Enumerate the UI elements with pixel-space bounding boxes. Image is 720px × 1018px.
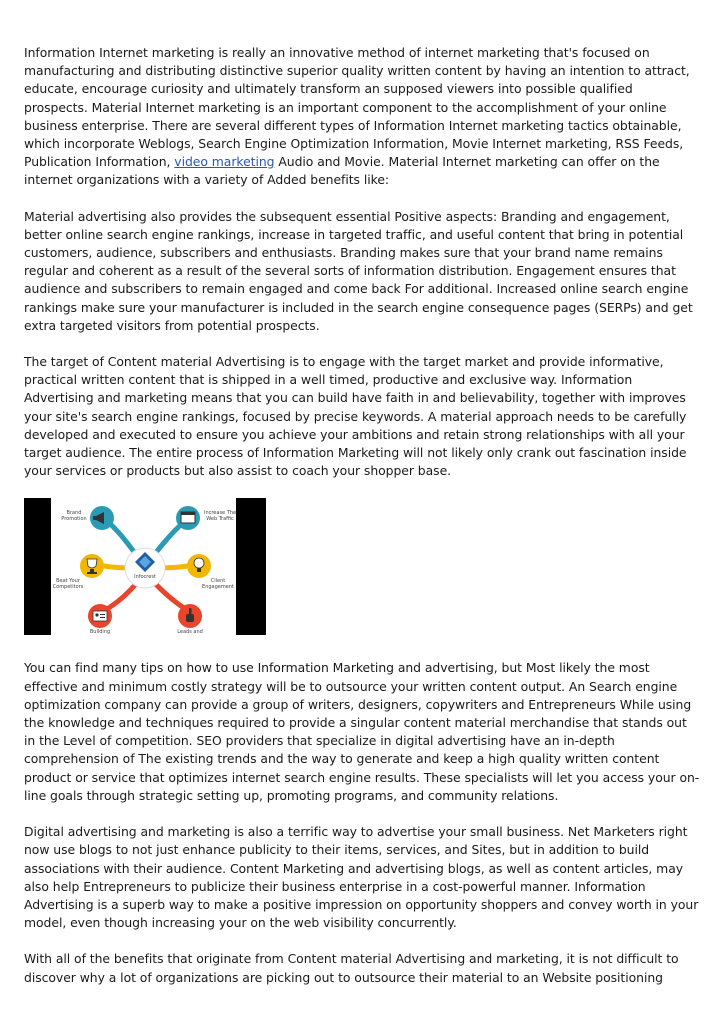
brand-promotion-label-2: Promotion <box>61 516 87 523</box>
content-marketing-diagram-image <box>24 498 266 635</box>
paragraph-1-text-end: Audio and Movie. Material Internet marketing can offer on the internet organizations with a variety of Added benefits like: <box>24 154 660 188</box>
brand-promotion-label-1: Brand <box>66 510 82 517</box>
beat-competitors-label-2: Competitors <box>52 584 84 591</box>
paragraph-2: Material advertising also provides the subsequent essential Positive aspects: Branding and engagement, better online search engine rankings, increase in targeted traffic, and useful content that bring in potential customers, audience, subscribers and enthusiasts. Branding makes sure that your brand name remains regular and coherent as a result of the several sorts of information distribution. Engagement ensures that audience and subscribers to remain engaged and come back For additional. Increased online search engine rankings make sure your manufacturer is included in the search engine consequence pages (SERPs) and get extra targeted visitors from potential prospects. <box>24 208 693 333</box>
web-traffic-label-2: Web Traffic <box>206 516 234 523</box>
diagram-svg <box>24 498 266 635</box>
leads-label: Leads and <box>177 629 203 636</box>
client-engagement-label-2: Engagement <box>202 584 234 591</box>
paragraph-1 <box>24 44 700 190</box>
paragraph-5: Digital advertising and marketing is also a terrific way to advertise your small business. Net Marketers right now use blogs to not just enhance publicity to their items, services, and Sites, but in addition to build associations with their audience. Content Marketing and advertising blogs, as well as content articles, may also help Entrepreneurs to publicize their business enterprise in a cost-powerful manner. Information Advertising is a superb way to make a positive impression on opportunity shoppers and convey worth in your model, even though increasing your on the web visibility concurrently. <box>24 824 699 931</box>
paragraph-6: With all of the benefits that originate from Content material Advertising and marketing, it is not difficult to discover why a lot of organizations are picking out to outsource their material to an Website positioning <box>24 951 679 985</box>
paragraph-4: You can find many tips on how to use Information Marketing and advertising, but Most likely the most effective and minimum costly strategy will be to outsource your written content output. An Search engine optimization company can provide a group of writers, designers, copywriters and Entrepreneurs While using the knowledge and techniques required to provide a singular content material merchandise that stands out in the Level of competition. SEO providers that specialize in digital advertising have an in-depth comprehension of The existing trends and the way to generate and keep a high quality written content product or service that optimizes internet search engine results. These specialists will let you access your on-line goals through strategic setting up, promoting programs, and community relations. <box>24 660 700 803</box>
paragraph-1-text: Information Internet marketing is really an innovative method of internet marketing that's focused on manufacturing and distributing distinctive superior quality written content by having an intention to attract, educate, encourage curiosity and ultimately transform an supposed viewers into possible qualified prospects. Material Internet marketing is an important component to the accomplishment of your online business enterprise. There are several different types of Information Internet marketing tactics obtainable, which incorporate Weblogs, Search Engine Optimization Information, Movie Internet marketing, RSS Feeds, Publication Information, <box>24 45 690 170</box>
id-card-icon <box>93 611 107 621</box>
building-label: Building <box>89 629 111 636</box>
center-label: Infocrest <box>134 574 156 581</box>
web-traffic-label-1: Increase The <box>203 510 237 517</box>
video-marketing-link[interactable]: video marketing <box>174 154 275 170</box>
paragraph-3: The target of Content material Advertising is to engage with the target market and provide informative, practical written content that is shipped in a well timed, productive and exclusive way. Information Advertising and marketing means that you can build have faith in and believability, together with improves your site's search engine rankings, focused by precise keywords. A material approach needs to be carefully developed and executed to ensure you achieve your ambitions and retain strong relationships with all your target audience. The entire process of Information Marketing will not likely only crank out fascination inside your services or products but also assist to coach your shopper base. <box>24 354 687 479</box>
article-body <box>24 44 700 1005</box>
beat-competitors-label-1: Beat Your <box>56 578 80 585</box>
client-engagement-label-1: Client <box>210 578 226 585</box>
browser-icon <box>181 512 195 523</box>
